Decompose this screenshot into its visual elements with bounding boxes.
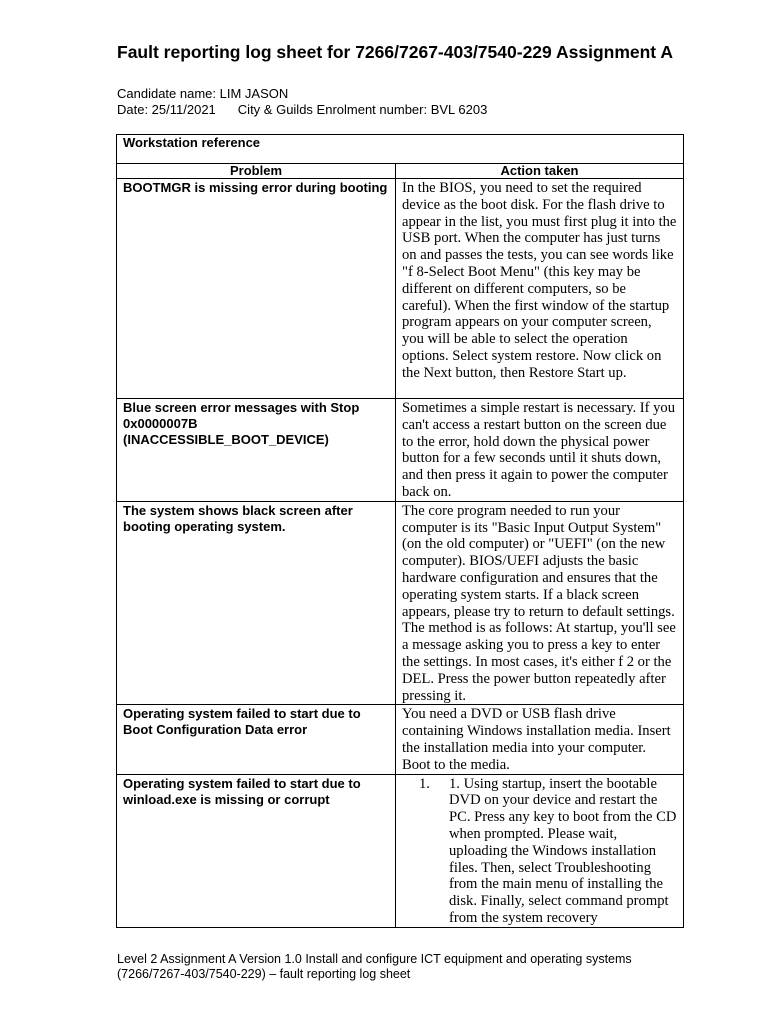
problem-cell: Operating system failed to start due to Boot Configuration Data error — [117, 705, 396, 774]
table-row — [117, 705, 684, 774]
enrolment-number: City & Guilds Enrolment number: BVL 6203 — [237, 102, 488, 117]
problem-cell: Operating system failed to start due to winload.exe is missing or corrupt — [117, 774, 396, 927]
action-cell: In the BIOS, you need to set the required device as the boot disk. For the flash drive to appear in the list, you must first plug it into the USB port. When the computer has just turns on and passes the tests, you can see words like "f 8-Select Boot Menu" (this key may be different on different computers, so be careful). When the first window of the startup program appears on your computer screen, you will be able to select the operation options. Select system restore. Now click on the Next button, then Restore Start up. — [396, 179, 684, 399]
fault-log-table — [116, 134, 684, 928]
workstation-reference-label: Workstation reference — [123, 135, 261, 150]
date-enrolment-line — [117, 102, 487, 117]
table-row — [117, 179, 684, 399]
document-title: Fault reporting log sheet for 7266/7267-403/7540-229 Assignment A — [117, 42, 673, 62]
problem-cell: Blue screen error messages with Stop 0x0000007B (INACCESSIBLE_BOOT_DEVICE) — [117, 399, 396, 502]
table-row — [117, 399, 684, 502]
date: Date: 25/11/2021 — [117, 102, 216, 117]
list-number: 1. — [419, 775, 430, 792]
problem-cell: The system shows black screen after booting operating system. — [117, 501, 396, 705]
table-header-row — [117, 164, 684, 179]
action-column-header: Action taken — [396, 164, 684, 179]
action-cell: You need a DVD or USB flash drive containing Windows installation media. Insert the installation media into your computer. Boot to the media. — [396, 705, 684, 774]
action-cell — [396, 774, 684, 927]
page-footer: Level 2 Assignment A Version 1.0 Install and configure ICT equipment and operating systems (7266/7267-403/7540-229) – fault reporting log sheet — [117, 952, 632, 981]
table-row — [117, 774, 684, 927]
table-row — [117, 501, 684, 705]
action-cell: Sometimes a simple restart is necessary. If you can't access a restart button on the screen due to the error, hold down the physical power button for a few seconds until it shuts down, and then press it again to power the computer back on. — [396, 399, 684, 502]
numbered-list-item — [402, 776, 677, 927]
workstation-reference-cell — [117, 135, 684, 164]
candidate-name: Candidate name: LIM JASON — [117, 86, 289, 101]
problem-column-header: Problem — [117, 164, 396, 179]
action-cell: The core program needed to run your computer is its "Basic Input Output System" (on the old computer) or "UEFI" (on the new computer). BIOS/UEFI adjusts the basic hardware configuration and ensures that the operating system starts. If a black screen appears, please try to return to default settings. The method is as follows: At startup, you'll see a message asking you to press a key to enter the settings. In most cases, it's either f 2 or the DEL. Press the power button repeatedly after pressing it. — [396, 501, 684, 705]
list-item-text: 1. Using startup, insert the bootable DVD on your device and restart the PC. Press any key to boot from the CD when prompted. Please wait, uploading the Windows installation files. Then, select Troubleshooting from the main menu of installing the disk. Finally, select command prompt from the system recovery — [449, 775, 677, 926]
problem-cell: BOOTMGR is missing error during booting — [117, 179, 396, 399]
